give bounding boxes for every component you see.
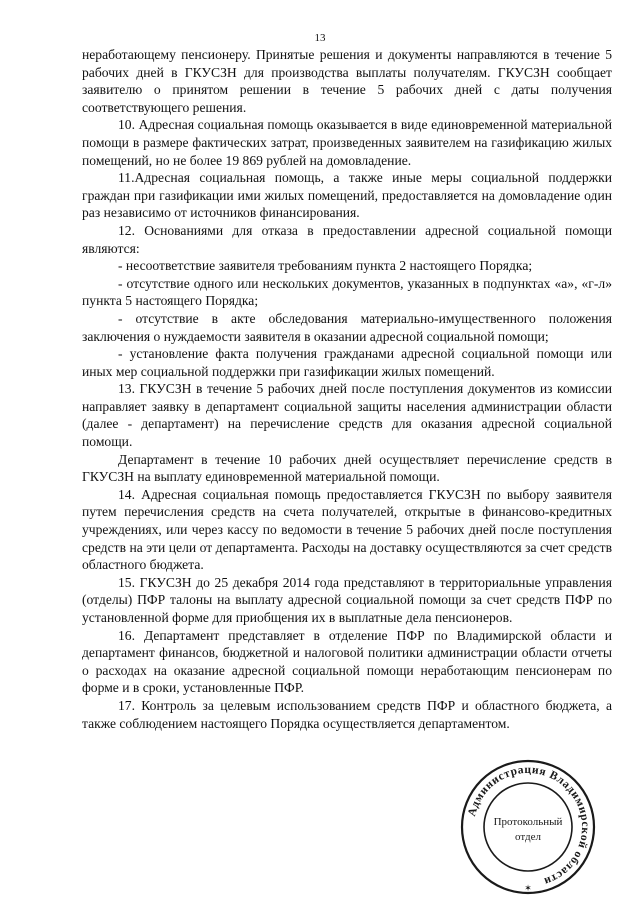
official-stamp	[458, 757, 598, 897]
paragraph-continuation: неработающему пенсионеру. Принятые решения и документы направляются в течение 5 рабочих дней в ГКУСЗН для производства выплаты получателям. ГКУСЗН сообщает заявителю о принятом решении в течение 5 рабочих дней с даты получения соответствующего решения.	[82, 47, 612, 115]
refusal-reason-1: - несоответствие заявителя требованиям пункта 2 настоящего Порядка;	[118, 258, 533, 274]
paragraph-11: 11.Адресная социальная помощь, а также иные меры социальной поддержки граждан при газификации ими жилых помещений, предоставляется на домовладение один раз независимо от источников финансирования.	[82, 170, 612, 221]
stamp-center-line1: Протокольный	[493, 816, 563, 828]
page-number: 13	[314, 32, 326, 44]
paragraph-12: 12. Основаниями для отказа в предоставлении адресной социальной помощи являются:	[82, 222, 612, 256]
document-body	[82, 46, 612, 732]
refusal-reason-4: - установление факта получения гражданами адресной социальной помощи или иных мер социальной поддержки при газификации жилых помещений.	[82, 346, 612, 379]
paragraph-15: 15. ГКУСЗН до 25 декабря 2014 года представляют в территориальные управления (отделы) ПФР талоны на выплату адресной социальной помощи за счет средств ПФР по установленной форме для приобщения их в выплатные дела пенсионеров.	[82, 574, 612, 625]
paragraph-14: 14. Адресная социальная помощь предоставляется ГКУСЗН по выбору заявителя путем перечисления средств на счета получателей, открытые в финансово-кредитных учреждениях, или через кассу по ведомости в течение 5 рабочих дней после поступления средств на эти цели от департамента. Расходы на доставку осуществляются за счет средств областного бюджета.	[82, 486, 612, 573]
svg-text:✶: ✶	[524, 884, 532, 894]
paragraph-10: 10. Адресная социальная помощь оказывается в виде единовременной материальной помощи в размере фактических затрат, произведенных заявителем на газификацию жилых помещений, но не более 19 869 рублей на домовладение.	[82, 117, 612, 168]
stamp-center-line2: отдел	[515, 831, 541, 843]
refusal-reason-3: - отсутствие в акте обследования материально-имущественного положения заключения о нуждаемости заявителя в оказании адресной социальной помощи;	[82, 310, 612, 344]
paragraph-13-department: Департамент в течение 10 рабочих дней осуществляет перечисление средств в ГКУСЗН на выплату единовременной материальной помощи.	[82, 451, 612, 485]
paragraph-16: 16. Департамент представляет в отделение ПФР по Владимирской области и департамент финансов, бюджетной и налоговой политики администрации области отчеты о расходах на оказание адресной социальной помощи неработающим пенсионерам по форме и в сроки, установленные ПФР.	[82, 627, 612, 696]
paragraph-17: 17. Контроль за целевым использованием средств ПФР и областного бюджета, а также соблюдением настоящего Порядка осуществляется департаментом.	[82, 697, 612, 731]
paragraph-13: 13. ГКУСЗН в течение 5 рабочих дней после поступления документов из комиссии направляет заявку в департамент социальной защиты населения администрации области (далее - департамент) на перечисление средств для оказания адресной социальной помощи.	[82, 381, 612, 450]
refusal-reason-2: - отсутствие одного или нескольких документов, указанных в подпунктах «а», «г-л» пункта 5 настоящего Порядка;	[82, 275, 612, 309]
stamp-seal-icon	[458, 757, 598, 897]
stamp-ring-text: Администрация Владимирской области	[466, 763, 592, 888]
